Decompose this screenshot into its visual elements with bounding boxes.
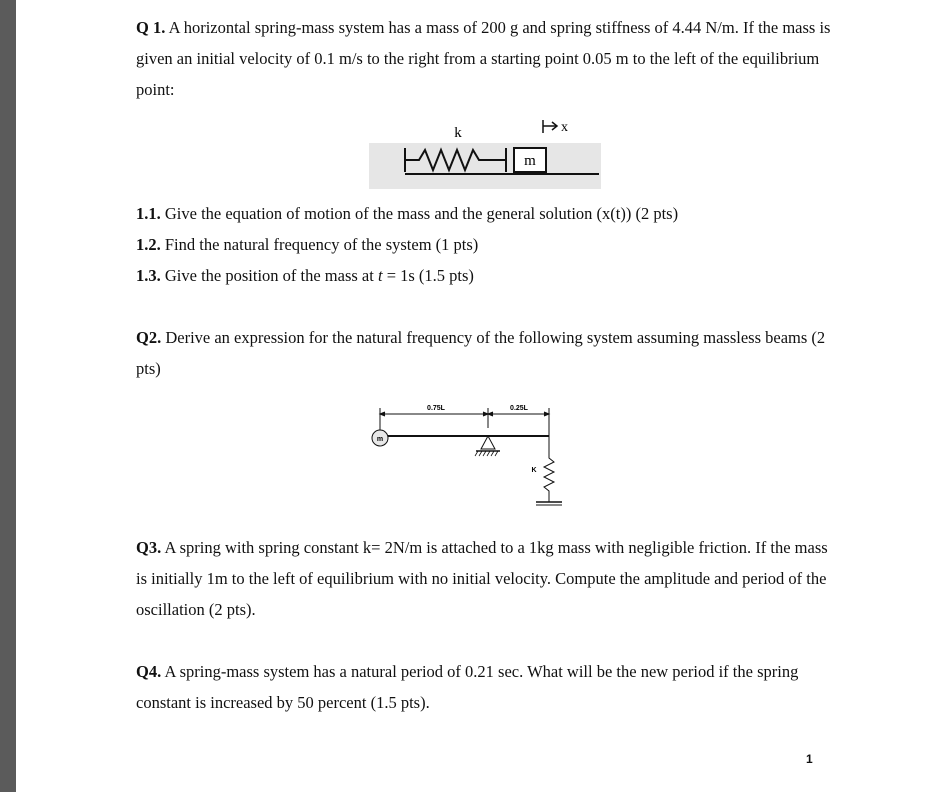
question-4-label: Q4. — [136, 662, 162, 681]
floor-shading — [369, 143, 601, 189]
subquestion-1-3-text-end: = 1s (1.5 pts) — [382, 266, 474, 285]
beam-system-figure — [366, 398, 596, 516]
question-4-text: A spring-mass system has a natural period of 0.21 sec. What will be the new period if the spring constant is increased by 50 percent (1.5 pts). — [136, 662, 799, 712]
subquestion-1-1 — [136, 198, 836, 229]
left-length-label: 0.75L — [427, 405, 445, 412]
dimension-arrow-left — [380, 412, 385, 416]
subquestion-1-3-text: Give the position of the mass at — [164, 266, 378, 285]
question-3-text: A spring with spring constant k= 2N/m is attached to a 1kg mass with negligible friction. If the mass is initially 1m to the left of equilibrium with no initial velocity. Compute the amplitude and period of the oscillation (2 pts). — [136, 538, 828, 619]
question-2 — [136, 322, 836, 384]
spring-mass-figure — [361, 115, 621, 190]
question-4 — [136, 656, 836, 718]
subquestion-1-1-number: 1.1. — [136, 204, 161, 223]
mass-label: m — [524, 153, 536, 169]
spring-constant-label: K — [531, 467, 537, 474]
question-3-label: Q3. — [136, 538, 162, 557]
dimension-arrow-mid-right — [488, 412, 493, 416]
question-3 — [136, 532, 836, 625]
axis-label: x — [561, 120, 568, 135]
subquestion-1-2-text: Find the natural frequency of the system (1 pts) — [164, 235, 479, 254]
dimension-arrow-right — [544, 412, 549, 416]
spring-label: k — [454, 125, 462, 141]
subquestion-1-3-variable: t — [377, 266, 383, 285]
spring-coil — [544, 448, 554, 502]
question-1-label: Q 1. — [136, 18, 166, 37]
subquestion-1-3-number: 1.3. — [136, 266, 161, 285]
page-number: 1 — [806, 752, 813, 766]
subquestion-1-1-text: Give the equation of motion of the mass and the general solution (x(t)) (2 pts) — [164, 204, 679, 223]
subquestion-1-3 — [136, 260, 836, 291]
document-page — [16, 0, 925, 792]
question-1 — [136, 12, 836, 105]
mass-label: m — [376, 436, 384, 443]
right-length-label: 0.25L — [510, 405, 528, 412]
question-1-text: A horizontal spring-mass system has a mass of 200 g and spring stiffness of 4.44 N/m. If the mass is given an initial velocity of 0.1 m/s to the right from a starting point 0.05 m to the left of the equilibrium point: — [136, 18, 831, 99]
question-2-label: Q2. — [136, 328, 162, 347]
subquestion-1-2-number: 1.2. — [136, 235, 161, 254]
question-2-text: Derive an expression for the natural frequency of the following system assuming massless beams (2 pts) — [136, 328, 826, 378]
subquestion-1-2 — [136, 229, 836, 260]
pivot-support — [481, 436, 495, 449]
